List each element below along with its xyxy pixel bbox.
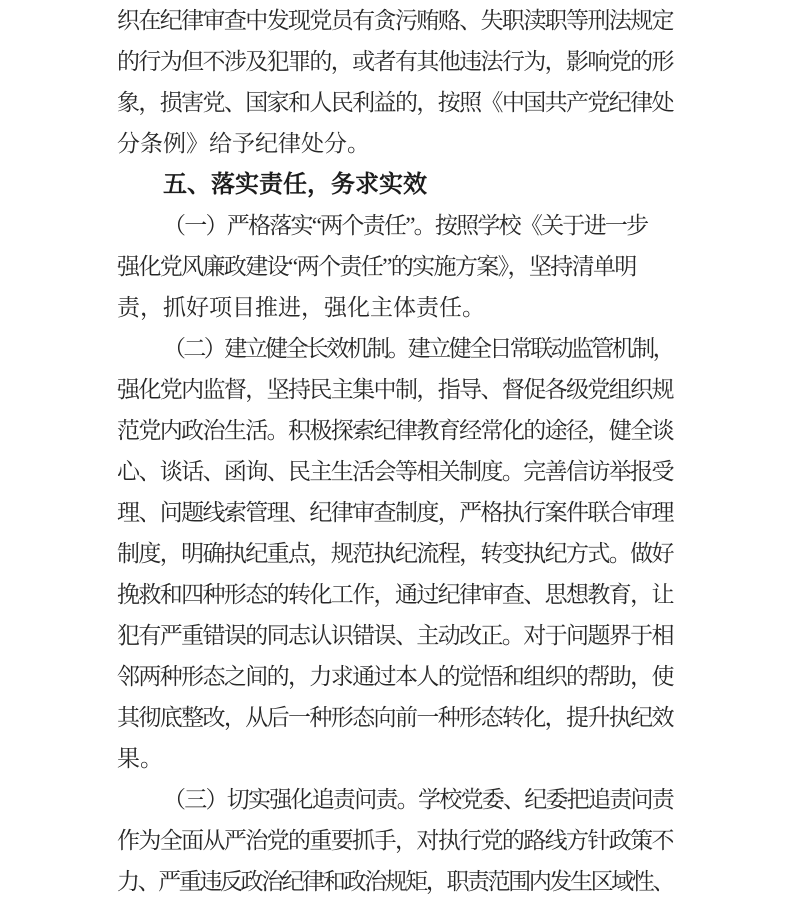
text-line: 作为全面从严治党的重要抓手，对执行党的路线方针政策不 xyxy=(117,828,673,853)
text-line: （三）切实强化追责问责。学校党委、纪委把追责问责 xyxy=(163,787,673,812)
text-line: 心、谈话、函询、民主生活会等相关制度。完善信访举报受 xyxy=(117,459,673,484)
text-line: 力、严重违反政治纪律和政治规矩，职责范围内发生区域性、 xyxy=(117,869,673,894)
text-line: 挽救和四种形态的转化工作，通过纪律审查、思想教育，让 xyxy=(117,582,673,607)
text-line: 强化党风廉政建设“两个责任”的实施方案》，坚持清单明 xyxy=(117,254,636,279)
text-line: 理、问题线索管理、纪律审查制度，严格执行案件联合审理 xyxy=(117,500,673,525)
text-line: 果。 xyxy=(117,746,163,771)
text-line: 织在纪律审查中发现党员有贪污贿赂、失职渎职等刑法规定 xyxy=(117,8,673,33)
text-line: 象，损害党、国家和人民利益的，按照《中国共产党纪律处 xyxy=(117,90,673,115)
text-line: 强化党内监督，坚持民主集中制，指导、督促各级党组织规 xyxy=(117,377,673,402)
text-line: 其彻底整改，从后一种形态向前一种形态转化，提升执纪效 xyxy=(117,705,673,730)
text-line: 分条例》给予纪律处分。 xyxy=(117,131,370,156)
text-line: 范党内政治生活。积极探索纪律教育经常化的途径，健全谈 xyxy=(117,418,673,443)
text-line: （一）严格落实“两个责任”。按照学校《关于进一步 xyxy=(163,213,648,238)
text-line: （二）建立健全长效机制。建立健全日常联动监管机制， xyxy=(163,336,674,361)
text-line: 制度，明确执纪重点，规范执纪流程，转变执纪方式。做好 xyxy=(117,541,673,566)
text-line: 责，抓好项目推进，强化主体责任。 xyxy=(117,295,485,320)
text-line: 的行为但不涉及犯罪的，或者有其他违法行为，影响党的形 xyxy=(117,49,673,74)
text-line: 邻两种形态之间的，力求通过本人的觉悟和组织的帮助，使 xyxy=(117,664,673,689)
section-heading: 五、落实责任，务求实效 xyxy=(163,171,427,198)
text-line: 犯有严重错误的同志认识错误、主动改正。对于问题界于相 xyxy=(117,623,673,648)
